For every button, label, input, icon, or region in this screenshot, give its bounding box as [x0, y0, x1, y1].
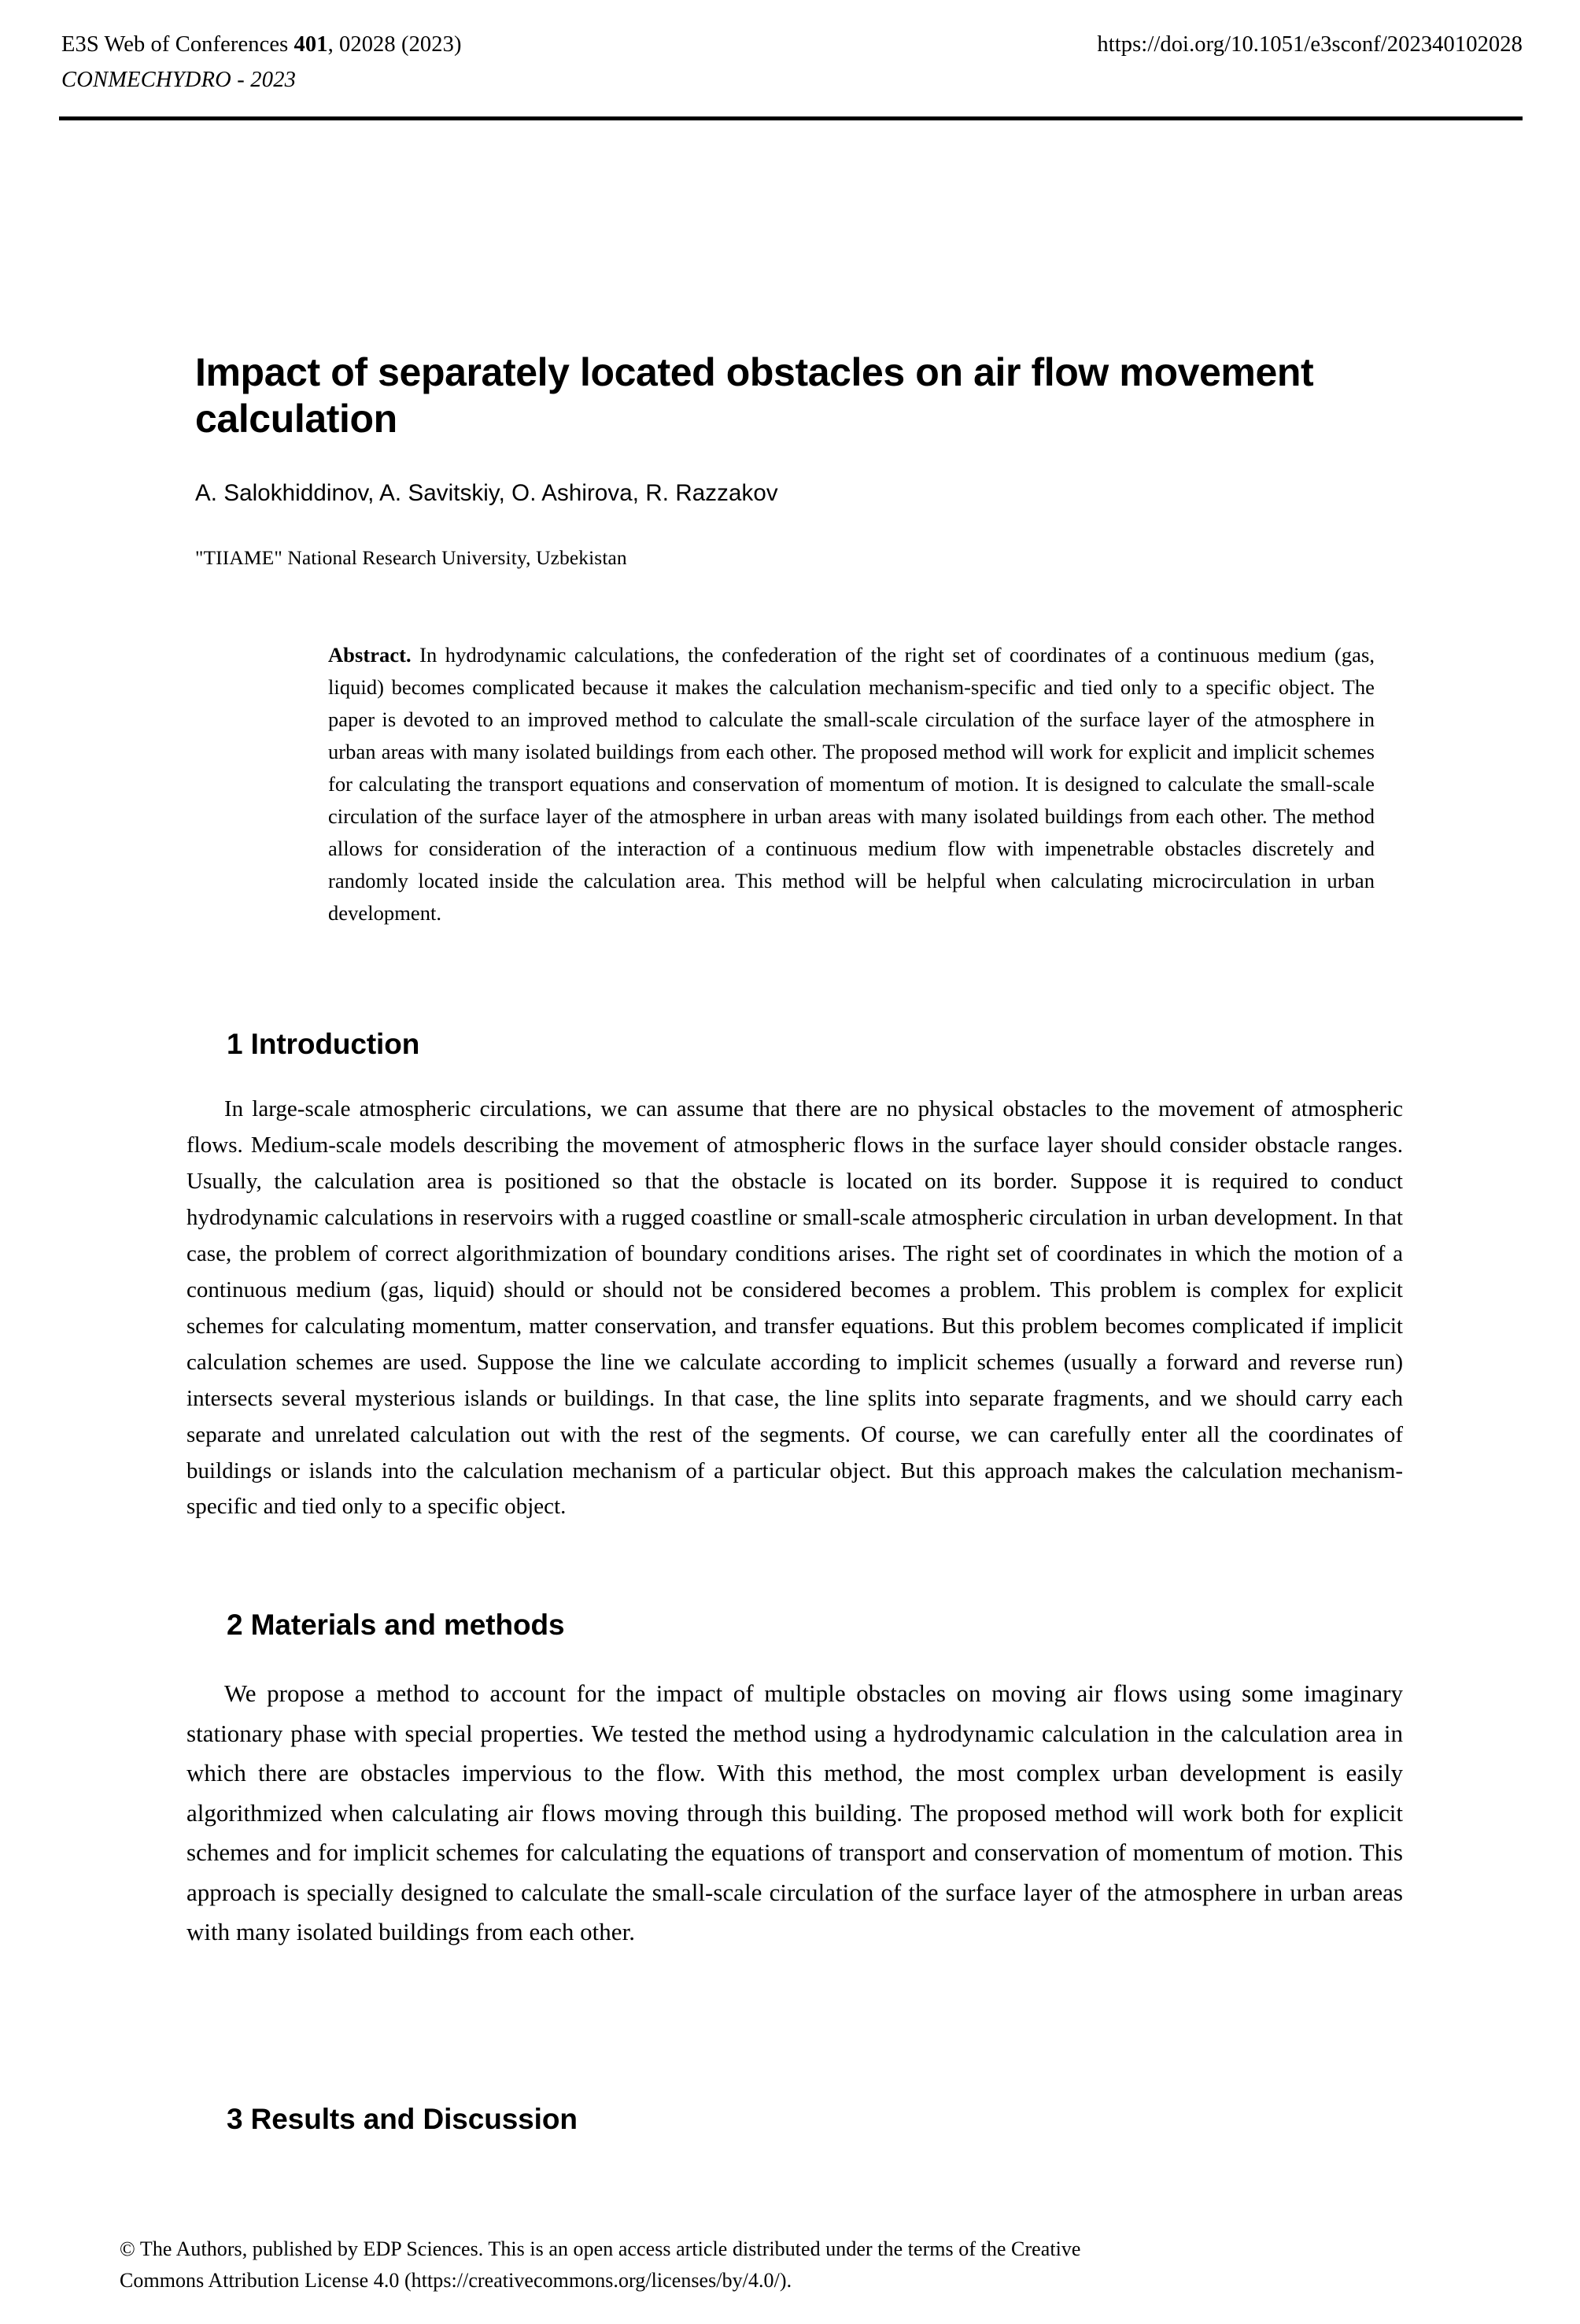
affiliation: "TIIAME" National Research University, Uzbekistan [195, 546, 627, 569]
journal-citation [61, 30, 462, 60]
section-heading-materials-and-methods: 2 Materials and methods [227, 1608, 565, 1641]
journal-volume: 401 [293, 32, 328, 57]
conference-name: CONMECHYDRO - 2023 [61, 67, 297, 92]
section-paragraph-materials-and-methods: We propose a method to account for the impact of multiple obstacles on moving air flows using some imaginary stationary phase with special properties. We tested the method using a hydrodynamic calculation in the calculation area in which there are obstacles impervious to the flow. With this method, the most complex urban development is easily algorithmized when calculating air flows moving through this building. The proposed method will work both for explicit schemes and for implicit schemes for calculating the equations of transport and conservation of momentum of motion. This approach is specially designed to calculate the small-scale circulation of the surface layer of the atmosphere in urban areas with many isolated buildings from each other. [186, 1679, 1403, 1946]
license-line-1: © The Authors, published by EDP Sciences. This is an open access article distributed under the terms of the Creative [120, 2237, 1081, 2260]
doi-link[interactable]: https://doi.org/10.1051/e3sconf/202340102028 [1097, 32, 1523, 57]
license-footer [120, 2233, 1465, 2296]
journal-article-year: , 02028 (2023) [327, 32, 462, 57]
author-list: A. Salokhiddinov, A. Savitskiy, O. Ashirova, R. Razzakov [195, 480, 778, 506]
section-heading-results-and-discussion: 3 Results and Discussion [227, 2102, 578, 2135]
abstract-text: In hydrodynamic calculations, the confederation of the right set of coordinates of a continuous medium (gas, liquid) becomes complicated because it makes the calculation mechanism-specific and tied only to a specific object. The paper is devoted to an improved method to calculate the small-scale circulation of the surface layer of the atmosphere in urban areas with many isolated buildings from each other. The proposed method will work for explicit and implicit schemes for calculating the transport equations and conservation of momentum of motion. It is designed to calculate the small-scale circulation of the surface layer of the atmosphere in urban areas with many isolated buildings from each other. The method allows for consideration of the interaction of a continuous medium flow with impenetrable obstacles discretely and randomly located inside the calculation area. This method will be helpful when calculating microcirculation in urban development. [328, 643, 1375, 925]
running-head [61, 30, 1523, 94]
running-head-top-row [61, 30, 1523, 60]
section-paragraph-introduction: In large-scale atmospheric circulations, we can assume that there are no physical obstacles to the movement of atmospheric flows. Medium-scale models describing the movement of atmospheric flows in the surface layer should consider obstacle ranges. Usually, the calculation area is positioned so that the obstacle is located on its border. Suppose it is required to conduct hydrodynamic calculations in reservoirs with a rugged coastline or small-scale atmospheric circulation in urban development. In that case, the problem of correct algorithmization of boundary conditions arises. The right set of coordinates in which the motion of a continuous medium (gas, liquid) should or should not be considered becomes a problem. This problem is complex for explicit schemes for calculating momentum, matter conservation, and transfer equations. But this problem becomes complicated if implicit calculation schemes are used. Suppose the line we calculate according to implicit schemes (usually a forward and reverse run) intersects several mysterious islands or buildings. In that case, the line splits into separate fragments, and we should carry each separate and unrelated calculation out with the rest of the segments. Of course, we can carefully enter all the coordinates of buildings or islands into the calculation mechanism of a particular object. But this approach makes the calculation mechanism-specific and tied only to a specific object. [186, 1096, 1403, 1520]
abstract-block [328, 639, 1375, 929]
section-heading-introduction: 1 Introduction [227, 1027, 420, 1060]
header-divider [59, 116, 1523, 120]
journal-name: E3S Web of Conferences [61, 32, 289, 57]
page-title: Impact of separately located obstacles on air flow movement calculation [195, 349, 1314, 441]
license-line-2[interactable]: Commons Attribution License 4.0 (https://creativecommons.org/licenses/by/4.0/). [120, 2268, 792, 2292]
abstract-label: Abstract. [328, 643, 412, 667]
